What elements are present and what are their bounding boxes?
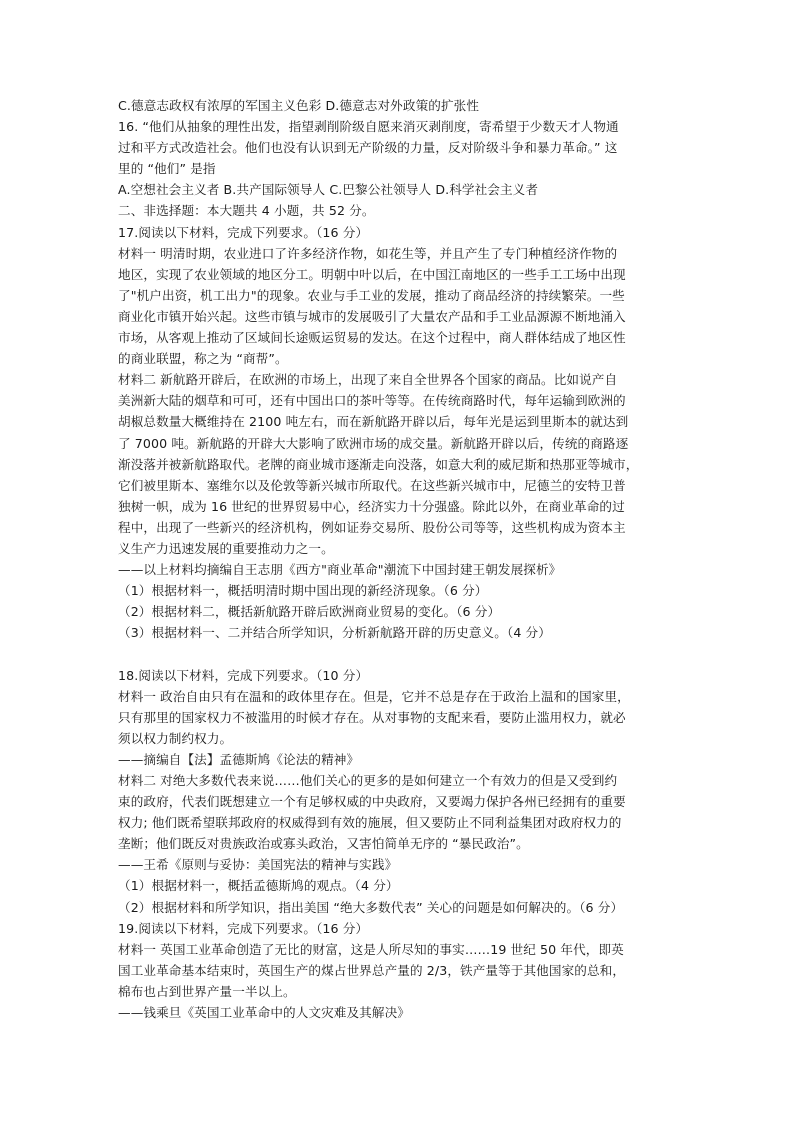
document-page: [118, 95, 684, 1023]
text-line: 义生产力迅速发展的重要推动力之一。: [118, 540, 334, 556]
text-line: 它们被里斯本、塞维尔以及伦敦等新兴城市所取代。在这些新兴城市中，尼德兰的安特卫普: [118, 477, 626, 493]
material-1-text: 材料一 英国工业革命创造了无比的财富，这是人所尽知的事实……19 世纪 50 年代，即英: [118, 941, 624, 957]
source-citation: ——钱乘旦《英国工业革命中的人文灾难及其解决》: [118, 1005, 410, 1021]
text-line: 棉布也占到世界产量一半以上。: [118, 983, 296, 999]
text-line: 胡椒总数量大概维持在 2100 吨左右，而在新航路开辟以后，每年光是运到里斯本的就达到: [118, 414, 629, 430]
source-citation: ——以上材料均摘编自王志朋《西方"商业革命"潮流下中国封建王朝发展探析》: [118, 562, 562, 578]
text-line: 里的 “他们” 是指: [118, 161, 216, 177]
text-line: 美洲新大陆的烟草和可可，还有中国出口的茶叶等等。在传统商路时代，每年运输到欧洲的: [118, 393, 626, 409]
text-line: 的商业联盟，称之为 “商帮”。: [118, 351, 288, 367]
text-line: 了"机户出资，机工出力"的现象。农业与手工业的发展，推动了商品经济的持续繁荣。一些: [118, 287, 625, 303]
text-line: 了 7000 吨。新航路的开辟大大影响了欧洲市场的成交量。新航路开辟以后，传统的商路逐: [118, 435, 629, 451]
section-heading: 二、非选择题：本大题共 4 小题，共 52 分。: [118, 203, 375, 219]
text-line: 独树一帜，成为 16 世纪的世界贸易中心，经济实力十分强盛。除此以外，在商业革命的过: [118, 498, 625, 514]
source-citation: ——摘编自【法】孟德斯鸠《论法的精神》: [118, 751, 360, 767]
text-line: 地区，实现了农业领域的地区分工。明朝中叶以后，在中国江南地区的一些手工工场中出现: [118, 266, 626, 282]
text-line: 只有那里的国家权力不被滥用的时候才存在。从对事物的支配来看，要防止滥用权力，就必: [118, 709, 626, 725]
text-line: 程中，出现了一些新兴的经济机构，例如证券交易所、股份公司等等，这些机构成为资本主: [118, 519, 626, 535]
sub-question: （1）根据材料一，概括明清时期中国出现的新经济现象。（6 分）: [118, 583, 488, 599]
sub-question: （2）根据材料二，概括新航路开辟后欧洲商业贸易的变化。（6 分）: [118, 604, 501, 620]
material-1-text: 材料一 明清时期，农业进口了许多经济作物，如花生等，并且产生了专门种植经济作物的: [118, 245, 618, 261]
material-1-text: 材料一 政治自由只有在温和的政体里存在。但是，它并不总是存在于政治上温和的国家里，: [118, 688, 630, 704]
text-line: C.德意志政权有浓厚的军国主义色彩 D.德意志对外政策的扩张性: [118, 98, 480, 113]
blank-line: [118, 643, 684, 664]
question-18-heading: 18.阅读以下材料，完成下列要求。（10 分）: [118, 667, 369, 683]
sub-question: （1）根据材料一，概括孟德斯鸠的观点。（4 分）: [118, 878, 399, 894]
text-line: 权力; 他们既希望联邦政府的权威得到有效的施展，但又要防止不同利益集团对政府权力的: [118, 815, 622, 831]
text-line: 市场，从客观上推动了区域间长途贩运贸易的发达。在这个过程中，商人群体结成了地区性: [118, 330, 626, 346]
text-line: 商业化市镇开始兴起。这些市镇与城市的发展吸引了大量农产品和手工业品源源不断地涌入: [118, 308, 626, 324]
sub-question: （3）根据材料一、二并结合所学知识，分析新航路开辟的历史意义。（4 分）: [118, 625, 551, 641]
material-2-text: 材料二 对绝大多数代表来说……他们关心的更多的是如何建立一个有效力的但是又受到约: [118, 773, 618, 788]
question-17-heading: 17.阅读以下材料，完成下列要求。（16 分）: [118, 224, 369, 240]
question-16-options: A.空想社会主义者 B.共产国际领导人 C.巴黎公社领导人 D.科学社会主义者: [118, 182, 539, 198]
question-19-heading: 19.阅读以下材料，完成下列要求。（16 分）: [118, 920, 369, 936]
text-line: 须以权力制约权力。: [118, 730, 233, 746]
text-line: 过和平方式改造社会。他们也没有认识到无产阶级的力量，反对阶级斗争和暴力革命。” 这: [118, 140, 618, 156]
question-16-stem: 16. “他们从抽象的理性出发，指望剥削阶级自愿来消灭剥削度，寄希望于少数天才人物通: [118, 119, 619, 135]
text-line: 国工业革命基本结束时，英国生产的煤占世界总产量的 2/3，铁产量等于其他国家的总和，: [118, 962, 626, 978]
text-line: 束的政府，代表们既想建立一个有足够权威的中央政府，又要竭力保护各州已经拥有的重要: [118, 794, 626, 810]
text-line: 垄断；他们既反对贵族政治或寡头政治，又害怕简单无序的 “暴民政治”。: [118, 836, 529, 852]
material-2-text: 材料二 新航路开辟后，在欧洲的市场上，出现了来自全世界各个国家的商品。比如说产自: [118, 372, 618, 388]
text-line: 渐没落并被新航路取代。老牌的商业城市逐渐走向没落，如意大利的威尼斯和热那亚等城市，: [118, 456, 639, 472]
source-citation: ——王希《原则与妥协：美国宪法的精神与实践》: [118, 857, 398, 873]
sub-question: （2）根据材料和所学知识，指出美国 “绝大多数代表” 关心的问题是如何解决的。（6 分）: [118, 899, 624, 915]
